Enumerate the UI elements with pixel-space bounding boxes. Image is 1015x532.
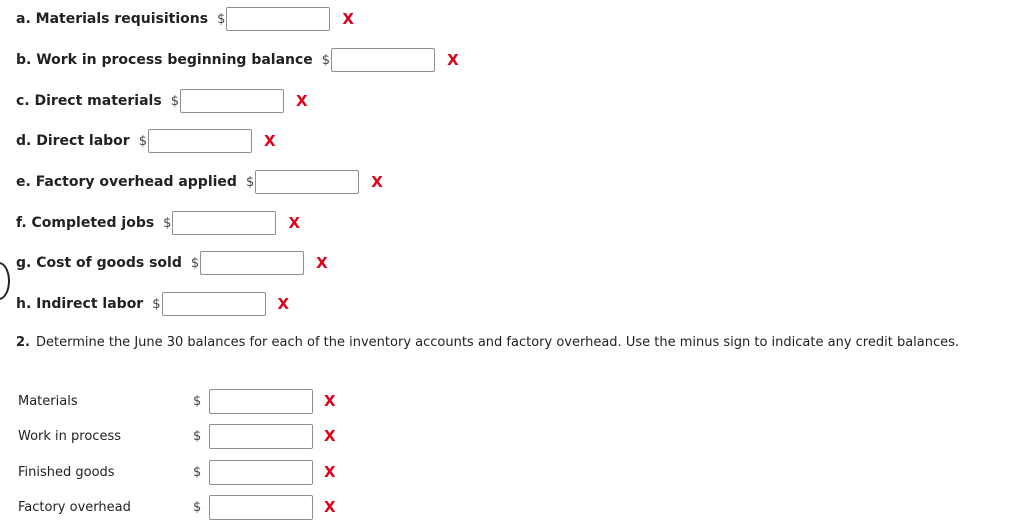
currency-symbol: $ — [190, 255, 200, 271]
currency-symbol: $ — [152, 296, 161, 312]
currency-symbol: $ — [245, 174, 255, 190]
label-materials: Materials — [18, 394, 78, 409]
balance-row-materials — [18, 389, 358, 415]
direct-materials-input[interactable] — [180, 89, 284, 113]
row-direct-materials — [16, 88, 308, 114]
incorrect-x-icon: X — [342, 9, 354, 28]
part2-instruction — [16, 335, 959, 350]
row-completed-jobs — [16, 210, 300, 236]
label-indirect-labor: h. Indirect labor — [16, 296, 144, 312]
materials-requisitions-input[interactable] — [226, 7, 330, 31]
label-direct-labor: d. Direct labor — [16, 133, 130, 149]
label-finished-goods: Finished goods — [18, 465, 115, 480]
incorrect-x-icon: X — [324, 498, 336, 516]
incorrect-x-icon: X — [316, 253, 328, 272]
incorrect-x-icon: X — [447, 50, 459, 69]
indirect-labor-input[interactable] — [162, 292, 266, 316]
materials-balance-input[interactable] — [209, 389, 313, 414]
incorrect-x-icon: X — [295, 91, 308, 110]
work-in-process-balance-input[interactable] — [209, 424, 313, 449]
currency-symbol: $ — [193, 429, 202, 444]
factory-overhead-applied-input[interactable] — [255, 170, 359, 194]
currency-symbol: $ — [193, 394, 202, 409]
completed-jobs-input[interactable] — [172, 211, 276, 235]
balance-row-work-in-process — [18, 424, 358, 450]
incorrect-x-icon: X — [324, 392, 336, 410]
label-factory-overhead-applied: e. Factory overhead applied — [16, 174, 237, 190]
label-factory-overhead: Factory overhead — [18, 500, 131, 515]
currency-symbol: $ — [193, 465, 202, 480]
question-number: 2. — [16, 335, 30, 350]
wip-beginning-balance-input[interactable] — [331, 48, 435, 72]
currency-symbol: $ — [170, 93, 179, 109]
factory-overhead-balance-input[interactable] — [209, 495, 313, 520]
currency-symbol: $ — [163, 215, 172, 231]
label-work-in-process: Work in process — [18, 429, 121, 444]
balance-row-finished-goods — [18, 460, 358, 486]
label-completed-jobs: f. Completed jobs — [16, 215, 155, 231]
currency-symbol: $ — [321, 52, 331, 68]
label-cost-of-goods-sold: g. Cost of goods sold — [16, 255, 182, 271]
incorrect-x-icon: X — [324, 463, 336, 481]
label-direct-materials: c. Direct materials — [16, 93, 162, 109]
edge-circle-icon — [0, 262, 10, 300]
row-materials-requisitions — [16, 6, 354, 32]
row-wip-beginning-balance — [16, 47, 459, 73]
currency-symbol: $ — [138, 133, 147, 149]
incorrect-x-icon: X — [288, 213, 301, 232]
label-wip-beginning-balance: b. Work in process beginning balance — [16, 52, 313, 68]
row-direct-labor — [16, 128, 276, 154]
currency-symbol: $ — [193, 500, 202, 515]
balance-row-factory-overhead — [18, 495, 358, 521]
instruction-text: Determine the June 30 balances for each of the inventory accounts and factory overhead. Use the minus sign to indicate any credit balances. — [35, 335, 960, 350]
currency-symbol: $ — [217, 11, 226, 27]
incorrect-x-icon: X — [371, 172, 383, 191]
row-cost-of-goods-sold — [16, 250, 328, 276]
incorrect-x-icon: X — [263, 131, 276, 150]
row-factory-overhead-applied — [16, 169, 383, 195]
direct-labor-input[interactable] — [148, 129, 252, 153]
finished-goods-balance-input[interactable] — [209, 460, 313, 485]
cost-of-goods-sold-input[interactable] — [200, 251, 304, 275]
row-indirect-labor — [16, 291, 289, 317]
incorrect-x-icon: X — [324, 427, 336, 445]
incorrect-x-icon: X — [277, 294, 290, 313]
label-materials-requisitions: a. Materials requisitions — [16, 11, 209, 27]
